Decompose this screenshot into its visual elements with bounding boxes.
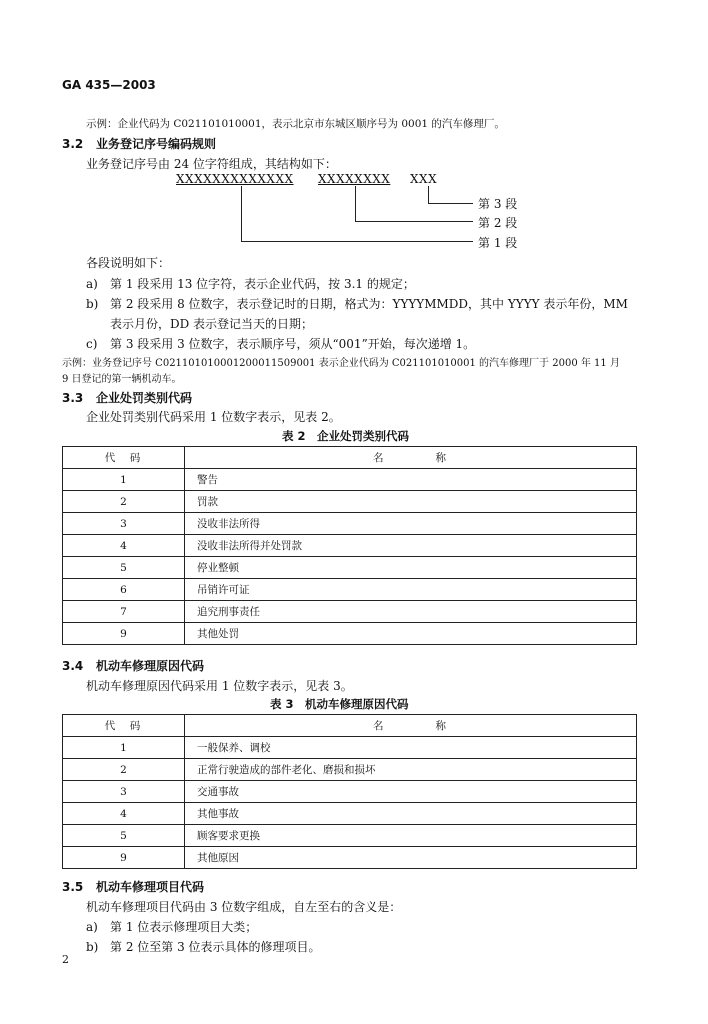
table-row <box>63 469 637 491</box>
item-text: 第 1 位表示修理项目大类； <box>110 920 258 934</box>
table-row <box>63 781 637 803</box>
row-name: 停业整顿 <box>185 557 637 579</box>
segment-3-label: 第 3 段 <box>478 197 518 211</box>
section-3-3-heading <box>62 389 192 406</box>
row-name: 一般保养、调校 <box>185 737 637 759</box>
repair-item-b <box>86 938 321 955</box>
section-title: 业务登记序号编码规则 <box>96 137 217 151</box>
table-row <box>63 825 637 847</box>
segment-3-leader <box>428 203 473 204</box>
row-code: 2 <box>63 759 185 781</box>
example-enterprise-code: 示例：企业代码为 C021101010001，表示北京市东城区顺序号为 0001 的汽车修理厂。 <box>86 118 505 130</box>
section-title: 机动车修理原因代码 <box>96 659 205 673</box>
table-row <box>63 579 637 601</box>
item-text: 第 1 段采用 13 位字符，表示企业代码，按 3.1 的规定； <box>110 277 415 291</box>
table-2-penalty-codes <box>62 446 637 645</box>
section-title: 企业处罚类别代码 <box>96 391 193 405</box>
section-number: 3.2 <box>62 137 84 151</box>
segment-3-connector <box>428 186 429 204</box>
row-name: 其他处罚 <box>185 623 637 645</box>
item-marker: b) <box>86 940 99 954</box>
row-code: 9 <box>63 847 185 869</box>
item-marker: b) <box>86 297 99 311</box>
table-3-repair-reason-codes <box>62 714 637 869</box>
section-number: 3.3 <box>62 391 84 405</box>
segment-item-b-continuation: 表示月份，DD 表示登记当天的日期； <box>110 317 314 331</box>
pattern-segment-3: XXX <box>410 172 438 186</box>
example-registration-line-1: 示例：业务登记序号 C021101010001200011509001 表示企业代码为 C021101010001 的汽车修理厂于 2000 年 11 月 <box>62 358 620 369</box>
segment-2-label: 第 2 段 <box>478 216 518 230</box>
table-row <box>63 557 637 579</box>
table-row <box>63 847 637 869</box>
item-text: 第 2 位至第 3 位表示具体的修理项目。 <box>110 940 321 954</box>
table-row <box>63 601 637 623</box>
table-header-row <box>63 715 637 737</box>
table-row <box>63 513 637 535</box>
table-row <box>63 535 637 557</box>
item-marker: a) <box>86 920 98 934</box>
row-name: 正常行驶造成的部件老化、磨损和损坏 <box>185 759 637 781</box>
header-name: 名 称 <box>185 715 637 737</box>
standard-number-header: GA 435—2003 <box>62 78 156 92</box>
header-name: 名 称 <box>185 447 637 469</box>
segment-2-connector <box>355 186 356 222</box>
row-code: 5 <box>63 825 185 847</box>
row-code: 3 <box>63 513 185 535</box>
item-marker: a) <box>86 277 98 291</box>
table-row <box>63 759 637 781</box>
row-name: 没收非法所得 <box>185 513 637 535</box>
header-code: 代 码 <box>63 715 185 737</box>
segment-1-label: 第 1 段 <box>478 236 518 250</box>
section-title: 机动车修理项目代码 <box>96 880 205 894</box>
section-3-5-intro: 机动车修理项目代码由 3 位数字组成，自左至右的含义是： <box>86 900 402 914</box>
segment-item-b <box>86 295 628 312</box>
section-3-5-heading <box>62 878 204 895</box>
section-number: 3.4 <box>62 659 84 673</box>
row-name: 罚款 <box>185 491 637 513</box>
example-registration-line-2: 9 日登记的第一辆机动车。 <box>62 374 182 385</box>
row-name: 没收非法所得并处罚款 <box>185 535 637 557</box>
table-row <box>63 623 637 645</box>
table-row <box>63 491 637 513</box>
segment-1-leader <box>241 241 473 242</box>
page-number: 2 <box>62 953 69 966</box>
item-text: 第 2 段采用 8 位数字，表示登记时的日期，格式为：YYYYMMDD，其中 YYYY 表示年份，MM <box>110 297 628 311</box>
section-number: 3.5 <box>62 880 84 894</box>
segment-1-connector <box>241 186 242 242</box>
item-text: 第 3 段采用 3 位数字，表示顺序号，须从“001”开始，每次递增 1。 <box>110 337 476 351</box>
section-3-4-heading <box>62 657 204 674</box>
table-header-row <box>63 447 637 469</box>
table-row <box>63 803 637 825</box>
section-3-4-intro: 机动车修理原因代码采用 1 位数字表示，见表 3。 <box>86 679 353 693</box>
row-name: 追究刑事责任 <box>185 601 637 623</box>
row-name: 顾客要求更换 <box>185 825 637 847</box>
row-name: 其他原因 <box>185 847 637 869</box>
section-3-2-heading <box>62 135 216 152</box>
segment-item-c <box>86 335 475 352</box>
pattern-segment-2: XXXXXXXX <box>318 172 391 186</box>
segment-2-leader <box>355 221 473 222</box>
row-code: 4 <box>63 803 185 825</box>
row-name: 吊销许可证 <box>185 579 637 601</box>
pattern-segment-1: XXXXXXXXXXXXX <box>176 172 294 186</box>
row-code: 2 <box>63 491 185 513</box>
segments-explanation-title: 各段说明如下： <box>86 256 171 270</box>
table-2-caption: 表 2 企业处罚类别代码 <box>282 429 410 443</box>
row-code: 1 <box>63 469 185 491</box>
section-3-3-intro: 企业处罚类别代码采用 1 位数字表示，见表 2。 <box>86 410 341 424</box>
row-code: 7 <box>63 601 185 623</box>
row-code: 4 <box>63 535 185 557</box>
row-name: 其他事故 <box>185 803 637 825</box>
item-marker: c) <box>86 337 98 351</box>
row-code: 5 <box>63 557 185 579</box>
segment-item-a <box>86 275 415 292</box>
row-code: 3 <box>63 781 185 803</box>
header-code: 代 码 <box>63 447 185 469</box>
section-3-2-intro: 业务登记序号由 24 位字符组成，其结构如下： <box>86 157 337 171</box>
row-name: 警告 <box>185 469 637 491</box>
table-row <box>63 737 637 759</box>
row-code: 9 <box>63 623 185 645</box>
row-name: 交通事故 <box>185 781 637 803</box>
row-code: 6 <box>63 579 185 601</box>
row-code: 1 <box>63 737 185 759</box>
repair-item-a <box>86 918 257 935</box>
table-3-caption: 表 3 机动车修理原因代码 <box>270 697 409 711</box>
